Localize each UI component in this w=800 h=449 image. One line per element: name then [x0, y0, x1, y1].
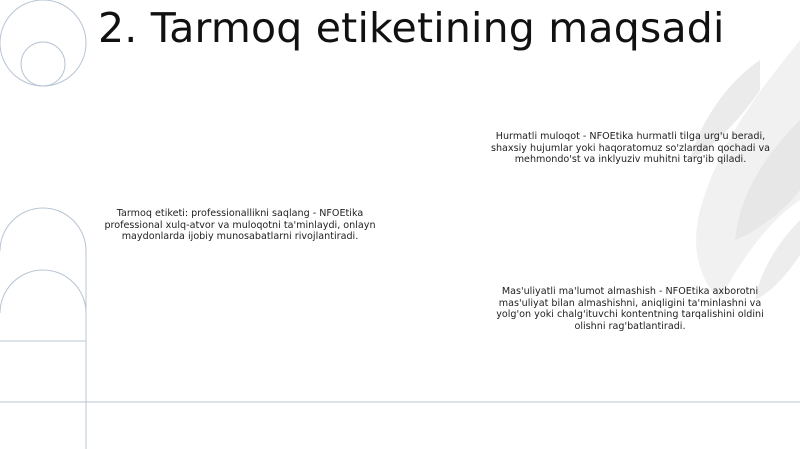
leaf-watermark	[690, 40, 800, 300]
text-block-professionalism: Tarmoq etiketi: professionallikni saqlang - NFOEtika professional xulq-atvor va muloqotni ta'minlaydi, onlayn maydonlarda ijobiy munosabatlarni rivojlantiradi.	[104, 208, 376, 242]
text-block-responsible-sharing: Mas'uliyatli ma'lumot almashish - NFOEtika axborotni mas'uliyat bilan almashishni, aniqligini ta'minlashni va yolg'on yoki chalg'ituvchi kontentning tarqalishini oldini olishni rag'batlantiradi.	[496, 286, 764, 332]
deco-circle-small	[21, 42, 65, 86]
text-block-respectful-communication: Hurmatli muloqot - NFOEtika hurmatli tilga urg'u beradi, shaxsiy hujumlar yoki haqoratomuz so'zlardan qochadi va mehmondo'st va inklyuziv muhitni targ'ib qiladi.	[490, 131, 771, 165]
deco-arch-upper	[0, 208, 86, 449]
deco-arch-lower	[0, 270, 86, 341]
deco-circle-large	[0, 0, 86, 86]
slide-title: 2. Tarmoq etiketining maqsadi	[98, 4, 725, 52]
